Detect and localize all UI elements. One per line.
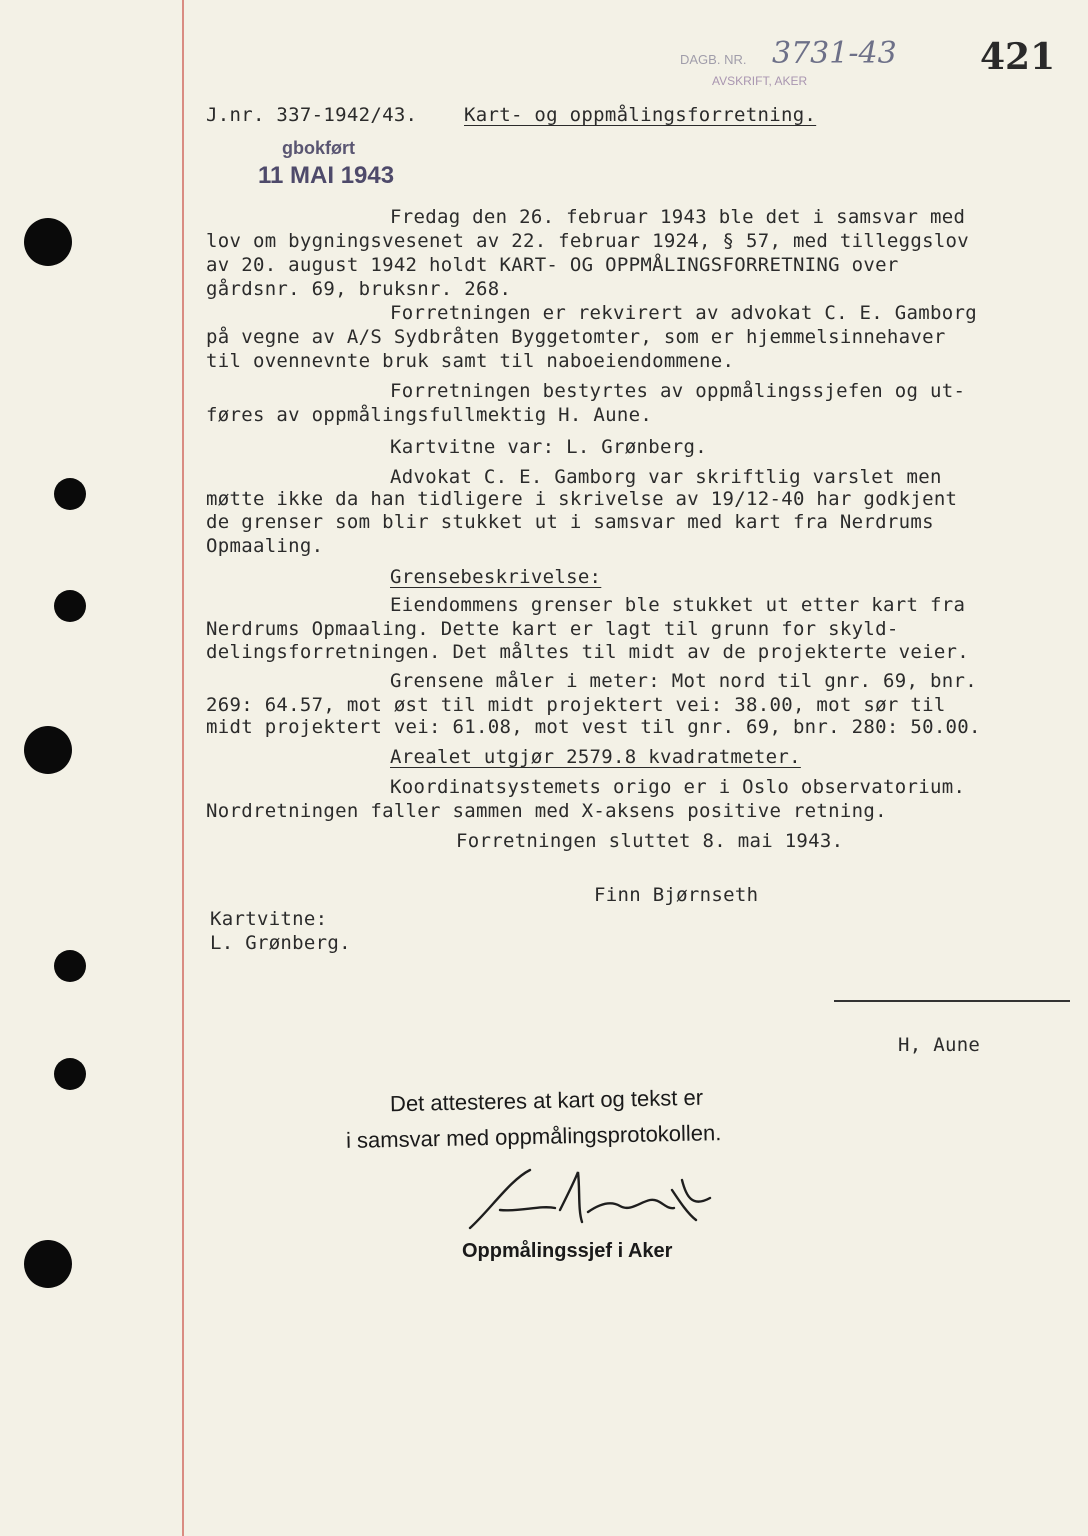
attest-line-1: Det attesteres at kart og tekst er — [389, 1084, 704, 1117]
body-line: Forretningen bestyrtes av oppmålingssjefen og ut- — [390, 380, 966, 402]
body-line: de grenser som blir stukket ut i samsvar med kart fra Nerdrums — [206, 511, 934, 533]
signature-name: Finn Bjørnseth — [594, 884, 759, 906]
section-heading: Grensebeskrivelse: — [390, 566, 602, 588]
header-stamp-sub: AVSKRIFT, AKER — [712, 74, 808, 88]
date-stamp-date: 11 MAI 1943 — [258, 162, 395, 189]
body-line: Nordretningen faller sammen med X-aksens positive retning. — [206, 800, 887, 822]
witness-name: L. Grønberg. — [210, 932, 351, 954]
binder-hole — [24, 726, 72, 774]
attest-line-2: i samsvar med oppmålingsprotokollen. — [345, 1120, 722, 1153]
body-line: på vegne av A/S Sydbråten Byggetomter, som er hjemmelsinnehaver — [206, 326, 946, 348]
margin-line — [182, 0, 184, 1536]
body-line: Kartvitne var: L. Grønberg. — [390, 436, 707, 458]
journal-title: Kart- og oppmålingsforretning. — [464, 104, 817, 126]
binder-hole — [54, 590, 86, 622]
handwritten-number: 3731-43 — [772, 36, 897, 71]
body-line: av 20. august 1942 holdt KART- OG OPPMÅLINGSFORRETNING over — [206, 254, 899, 276]
body-line: Advokat C. E. Gamborg var skriftlig varslet men — [390, 466, 942, 488]
journal-ref: J.nr. 337-1942/43. — [206, 104, 418, 126]
body-line: Koordinatsystemets origo er i Oslo observatorium. — [390, 776, 966, 798]
area-line: Arealet utgjør 2579.8 kvadratmeter. — [390, 746, 801, 768]
body-line: delingsforretningen. Det måltes til midt av de projekterte veier. — [206, 641, 970, 663]
body-line: 269: 64.57, mot øst til midt projektert vei: 38.00, mot sør til — [206, 694, 946, 716]
body-line: Fredag den 26. februar 1943 ble det i samsvar med — [390, 206, 966, 228]
page-number: 421 — [980, 36, 1056, 78]
body-line: Opmaaling. — [206, 535, 324, 557]
body-line: Forretningen er rekvirert av advokat C. E. Gamborg — [390, 302, 977, 324]
body-line: møtte ikke da han tidligere i skrivelse av 19/12-40 har godkjent — [206, 488, 958, 510]
binder-hole — [54, 950, 86, 982]
signature-rule — [834, 1000, 1070, 1002]
body-line: midt projektert vei: 61.08, mot vest til gnr. 69, bnr. 280: 50.00. — [206, 716, 981, 738]
binder-hole — [54, 478, 86, 510]
body-line: til ovennevnte bruk samt til naboeiendommene. — [206, 350, 735, 372]
body-line: Nerdrums Opmaaling. Dette kart er lagt til grunn for skyld- — [206, 618, 899, 640]
body-line: gårdsnr. 69, bruksnr. 268. — [206, 278, 512, 300]
body-line: føres av oppmålingsfullmektig H. Aune. — [206, 404, 653, 426]
body-line: Grensene måler i meter: Mot nord til gnr. 69, bnr. — [390, 670, 977, 692]
date-stamp-label: gbokført — [282, 138, 355, 158]
attest-signature — [460, 1150, 730, 1240]
body-line: Forretningen sluttet 8. mai 1943. — [456, 830, 844, 852]
binder-hole — [24, 1240, 72, 1288]
binder-hole — [54, 1058, 86, 1090]
binder-hole — [24, 218, 72, 266]
witness-label: Kartvitne: — [210, 908, 328, 930]
body-line: lov om bygningsvesenet av 22. februar 1924, § 57, med tilleggslov — [206, 230, 970, 252]
header-stamp: DAGB. NR. — [680, 52, 747, 67]
signature-aune: H, Aune — [898, 1034, 981, 1056]
attest-title: Oppmålingssjef i Aker — [462, 1240, 673, 1262]
body-line: Eiendommens grenser ble stukket ut etter kart fra — [390, 594, 966, 616]
